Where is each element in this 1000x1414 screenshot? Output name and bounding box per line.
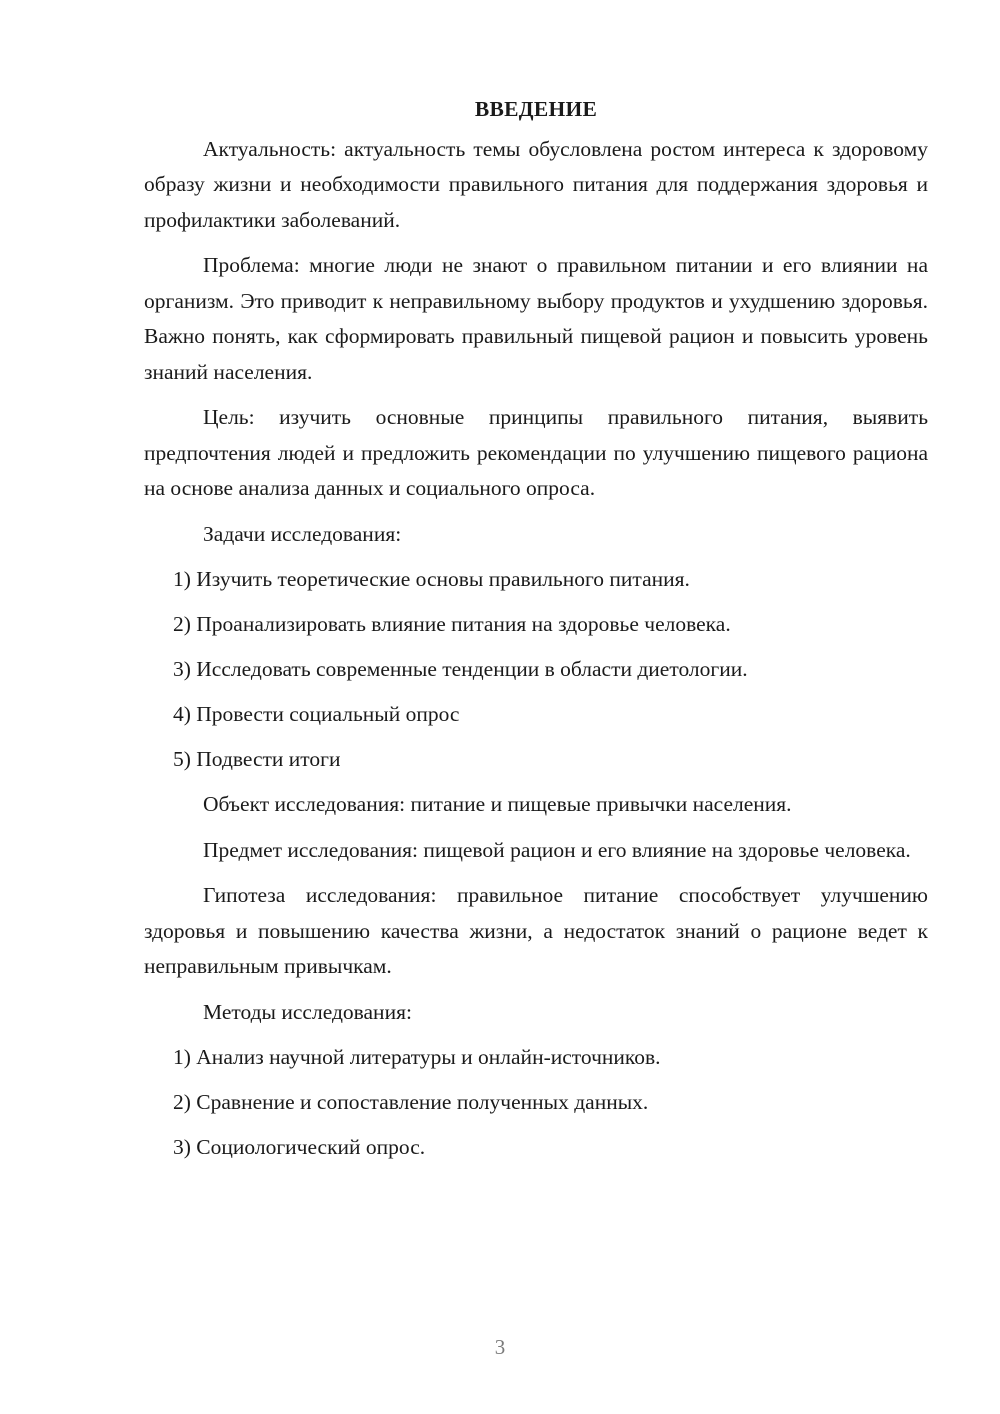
tasks-heading: Задачи исследования:: [203, 521, 402, 546]
subject-paragraph: Предмет исследования: пищевой рацион и его влияние на здоровье человека.: [203, 837, 911, 862]
goal-paragraph: Цель: изучить основные принципы правильного питания, выявить предпочтения людей и предложить рекомендации по улучшению пищевого рациона на основе анализа данных и социального опроса.: [144, 405, 928, 500]
page-number: 3: [494, 1335, 506, 1359]
methods-heading: Методы исследования:: [203, 999, 412, 1024]
section-title: ВВЕДЕНИЕ: [474, 97, 598, 121]
relevance-paragraph: Актуальность: актуальность темы обусловлена ростом интереса к здоровому образу жизни и необходимости правильного питания для поддержания здоровья и профилактики заболеваний.: [144, 136, 928, 232]
task-item: 2) Проанализировать влияние питания на здоровье человека.: [173, 612, 731, 636]
hypothesis-paragraph: Гипотеза исследования: правильное питание способствует улучшению здоровья и повышению качества жизни, а недостаток знаний о рационе ведет к неправильным привычкам.: [144, 883, 928, 978]
method-item: 2) Сравнение и сопоставление полученных данных.: [173, 1090, 649, 1114]
method-item: 3) Социологический опрос.: [173, 1135, 426, 1159]
task-item: 1) Изучить теоретические основы правильного питания.: [173, 567, 690, 591]
task-item: 3) Исследовать современные тенденции в области диетологии.: [173, 657, 748, 681]
page-content: [144, 92, 928, 1175]
method-item: 1) Анализ научной литературы и онлайн-источников.: [173, 1045, 661, 1069]
methods-list: [144, 1040, 928, 1166]
problem-paragraph: Проблема: многие люди не знают о правильном питании и его влиянии на организм. Это приводит к неправильному выбору продуктов и ухудшению здоровья. Важно понять, как сформировать правильный пищевой рацион и повысить уровень знаний населения.: [144, 253, 928, 384]
object-paragraph: Объект исследования: питание и пищевые привычки населения.: [203, 792, 792, 816]
tasks-list: [144, 562, 928, 778]
task-item: 5) Подвести итоги: [173, 747, 341, 771]
task-item: 4) Провести социальный опрос: [173, 702, 460, 726]
